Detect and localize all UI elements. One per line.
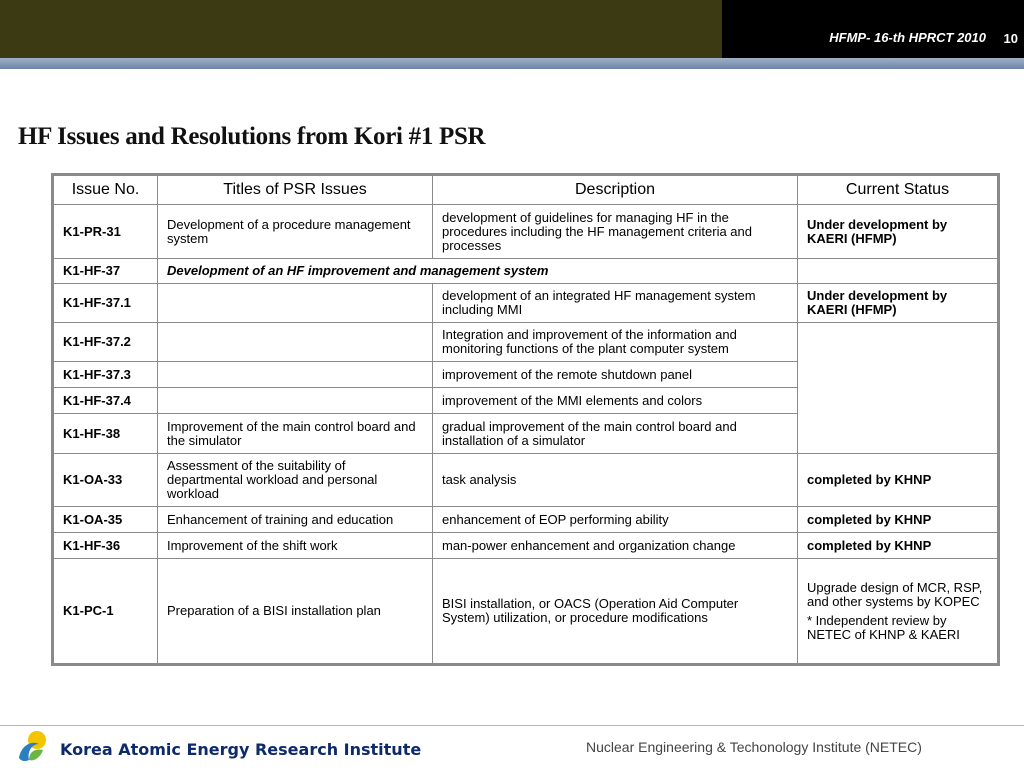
title-cell (158, 362, 433, 388)
issue-cell: K1-PC-1 (53, 559, 158, 665)
status-cell: completed by KHNP (798, 507, 999, 533)
merged-title-cell: Development of an HF improvement and management system (158, 259, 798, 284)
status-cell (798, 559, 999, 665)
description-cell: enhancement of EOP performing ability (433, 507, 798, 533)
description-cell: Integration and improvement of the information and monitoring functions of the plant computer system (433, 323, 798, 362)
title-cell (158, 284, 433, 323)
status-cell-merged (798, 323, 999, 454)
description-cell: man-power enhancement and organization change (433, 533, 798, 559)
status-note: * Independent review by NETEC of KHNP & KAERI (807, 612, 960, 642)
issue-cell: K1-PR-31 (53, 205, 158, 259)
institute-name: Korea Atomic Energy Research Institute (60, 740, 422, 759)
description-cell: development of an integrated HF management system including MMI (433, 284, 798, 323)
title-cell: Improvement of the shift work (158, 533, 433, 559)
col-header-issue-no: Issue No. (53, 175, 158, 205)
header-bar (0, 0, 722, 58)
description-cell: task analysis (433, 454, 798, 507)
psr-issues-table (51, 173, 1000, 666)
title-cell: Development of a procedure management system (158, 205, 433, 259)
table-row (53, 559, 999, 665)
table-row (53, 284, 999, 323)
title-cell (158, 388, 433, 414)
issue-cell: K1-OA-33 (53, 454, 158, 507)
status-text: Upgrade design of MCR, RSP, and other systems by KOPEC (807, 579, 983, 609)
status-cell: Under development by KAERI (HFMP) (798, 284, 999, 323)
description-cell: development of guidelines for managing HF in the procedures including the HF management criteria and processes (433, 205, 798, 259)
issue-cell: K1-HF-37.1 (53, 284, 158, 323)
issue-cell: K1-HF-37.4 (53, 388, 158, 414)
page-number: 10 (1003, 31, 1018, 46)
col-header-description: Description (433, 175, 798, 205)
title-cell: Enhancement of training and education (158, 507, 433, 533)
issue-cell: K1-HF-36 (53, 533, 158, 559)
title-cell: Preparation of a BISI installation plan (158, 559, 433, 665)
issue-cell: K1-HF-37 (53, 259, 158, 284)
table-row (53, 507, 999, 533)
status-cell (798, 259, 999, 284)
title-cell: Assessment of the suitability of departmental workload and personal workload (158, 454, 433, 507)
issue-cell: K1-OA-35 (53, 507, 158, 533)
status-cell: completed by KHNP (798, 454, 999, 507)
description-cell: BISI installation, or OACS (Operation Aid Computer System) utilization, or procedure modifications (433, 559, 798, 665)
footer-divider (0, 725, 1024, 726)
description-cell: gradual improvement of the main control board and installation of a simulator (433, 414, 798, 454)
slide-title: HF Issues and Resolutions from Kori #1 PSR (18, 123, 486, 150)
status-cell: Under development by KAERI (HFMP) (798, 205, 999, 259)
table-header-row (53, 175, 999, 205)
table-row (53, 205, 999, 259)
status-cell: completed by KHNP (798, 533, 999, 559)
issue-cell: K1-HF-37.2 (53, 323, 158, 362)
header-sub-bar (0, 58, 1024, 69)
description-cell: improvement of the remote shutdown panel (433, 362, 798, 388)
issue-cell: K1-HF-38 (53, 414, 158, 454)
table-row (53, 533, 999, 559)
col-header-status: Current Status (798, 175, 999, 205)
description-cell: improvement of the MMI elements and colors (433, 388, 798, 414)
title-cell (158, 323, 433, 362)
conference-label: HFMP- 16-th HPRCT 2010 (829, 30, 986, 45)
table-row (53, 259, 999, 284)
title-cell: Improvement of the main control board and the simulator (158, 414, 433, 454)
table-row (53, 454, 999, 507)
kaeri-logo-icon (15, 728, 53, 766)
table-row (53, 323, 999, 362)
header-bar-right (722, 0, 1024, 58)
col-header-titles: Titles of PSR Issues (158, 175, 433, 205)
issue-cell: K1-HF-37.3 (53, 362, 158, 388)
netec-name: Nuclear Engineering & Techonology Institute (NETEC) (586, 739, 922, 755)
